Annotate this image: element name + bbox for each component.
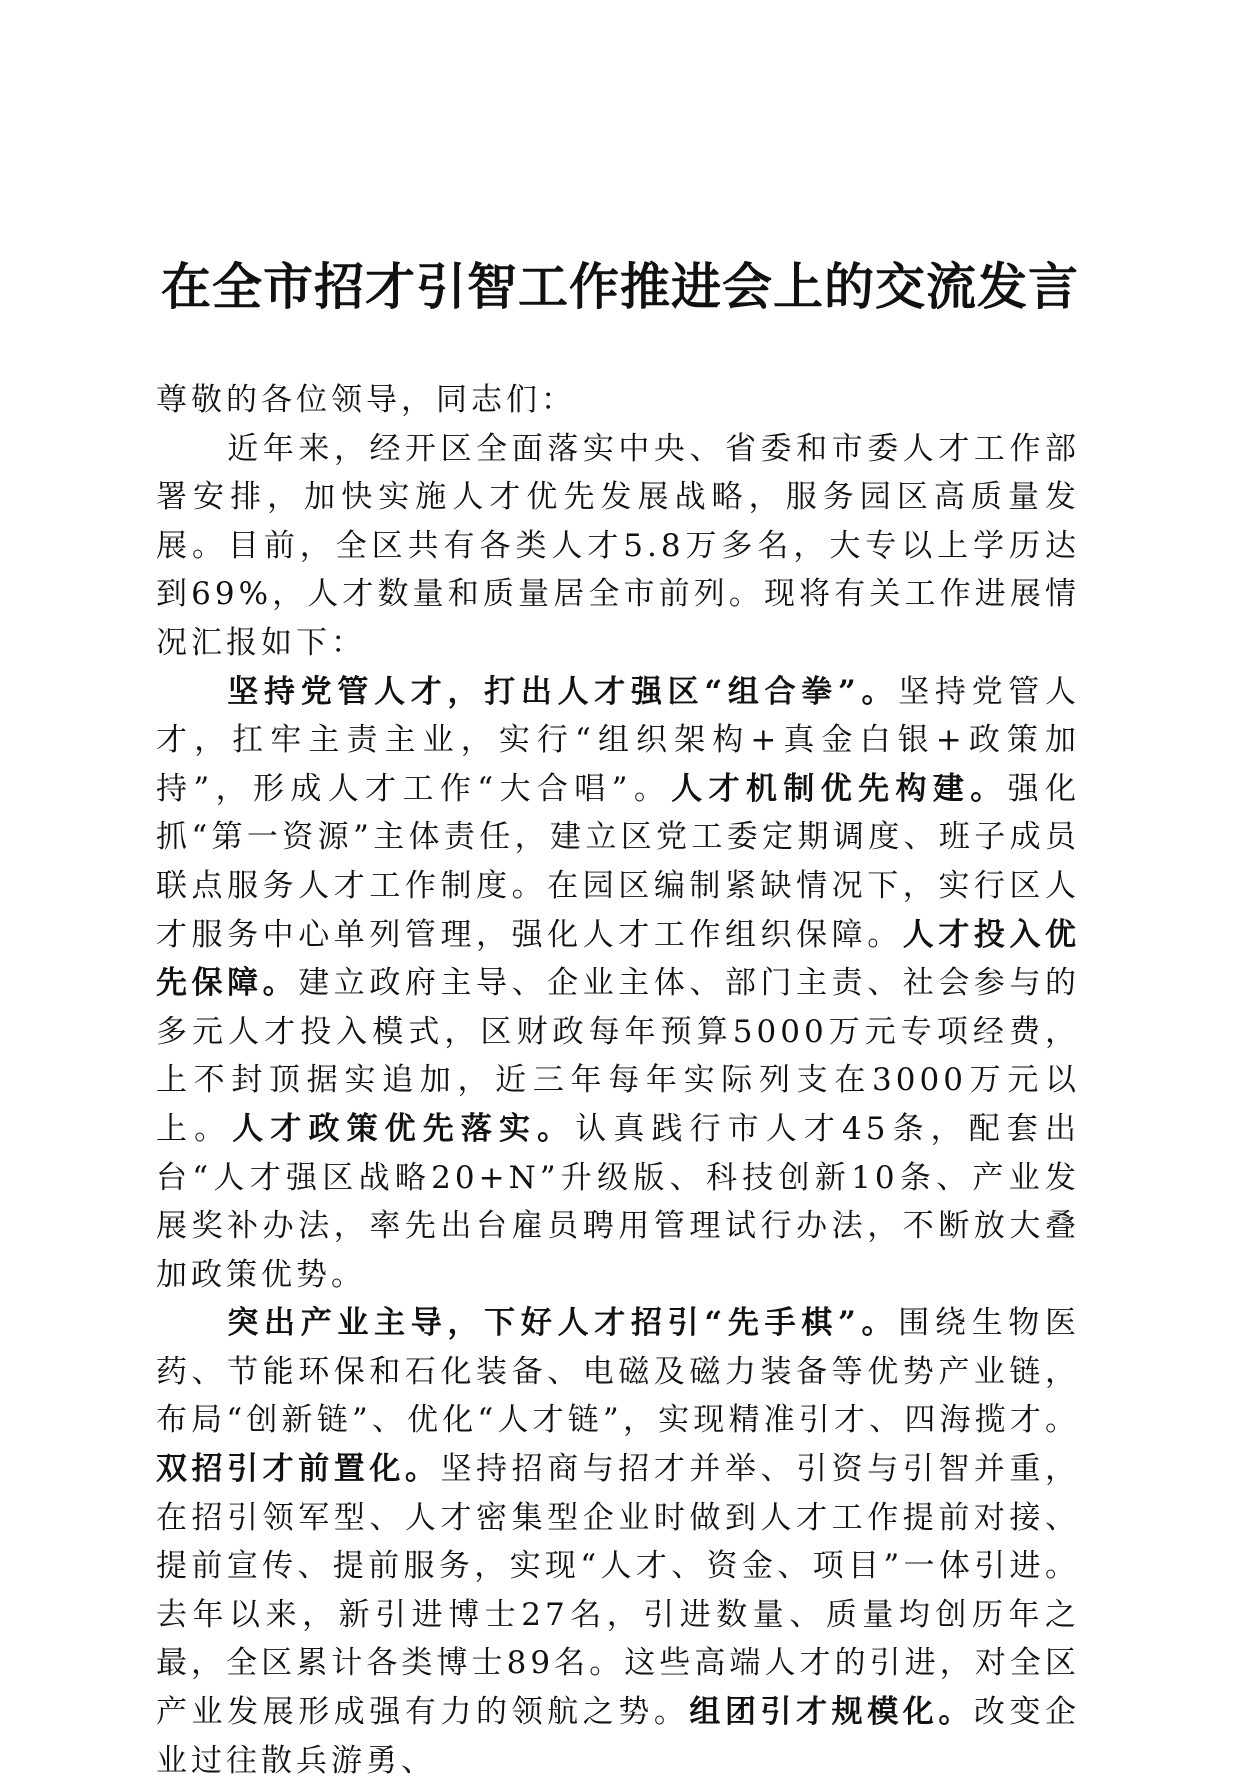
section-1-text: 坚持党管人才，扛牢主责主业，实行“组织架构+真金白银+政策加持”，形成人才工作“大合唱”。 xyxy=(156,673,1080,807)
document-body xyxy=(156,376,1080,1785)
intro-paragraph: 近年来，经开区全面落实中央、省委和市委人才工作部署安排，加快实施人才优先发展战略，服务园区高质量发展。目前，全区共有各类人才5.8万多名，大专以上学历达到69%，人才数量和质量居全市前列。现将有关工作进展情况汇报如下： xyxy=(156,430,1080,661)
section-2-text: 围绕生物医药、节能环保和石化装备、电磁及磁力装备等优势产业链，布局“创新链”、优化“人才链”，实现精准引才、四海揽才。 xyxy=(156,1305,1080,1439)
section-2-subheading-2: 组团引才规模化。 xyxy=(689,1694,974,1731)
section-1-subheading-3: 人才政策优先落实。 xyxy=(232,1110,576,1147)
section-1-text: 强化抓“第一资源”主体责任，建立区党工委定期调度、班子成员联点服务人才工作制度。在园区编制紧缺情况下，实行区人才服务中心单列管理，强化人才工作组织保障。 xyxy=(156,770,1081,953)
section-2-subheading-1: 双招引才前置化。 xyxy=(156,1451,441,1488)
section-2-paragraph xyxy=(156,1299,1080,1785)
document-title: 在全市招才引智工作推进会上的交流发言 xyxy=(161,257,1079,316)
section-1-text: 认真践行市人才45条，配套出台“人才强区战略20+N”升级版、科技创新10条、产业发展奖补办法，率先出台雇员聘用管理试行办法，不断放大叠加政策优势。 xyxy=(156,1110,1081,1293)
section-1-paragraph xyxy=(156,668,1080,1300)
section-1-subheading-1: 人才机制优先构建。 xyxy=(671,770,1008,807)
section-1-heading: 坚持党管人才，打出人才强区“组合拳”。 xyxy=(227,673,899,710)
section-2-text: 坚持招商与招才并举、引资与引智并重，在招引领军型、人才密集型企业时做到人才工作提前对接、提前宣传、提前服务，实现“人才、资金、项目”一体引进。去年以来，新引进博士27名，引进数量、质量均创历年之最，全区累计各类博士89名。这些高端人才的引进，对全区产业发展形成强有力的领航之势。 xyxy=(156,1451,1081,1731)
section-2-heading: 突出产业主导，下好人才招引“先手棋”。 xyxy=(227,1305,899,1342)
section-1-subheading-2: 人才投入优先保障。 xyxy=(156,916,1081,1002)
section-2-text: 改变企业过往散兵游勇、 xyxy=(156,1694,1081,1779)
salutation: 尊敬的各位领导，同志们： xyxy=(156,382,576,418)
section-1-text: 建立政府主导、企业主体、部门主责、社会参与的多元人才投入模式，区财政每年预算5000万元专项经费，上不封顶据实追加，近三年每年实际列支在3000万元以上。 xyxy=(156,965,1081,1147)
